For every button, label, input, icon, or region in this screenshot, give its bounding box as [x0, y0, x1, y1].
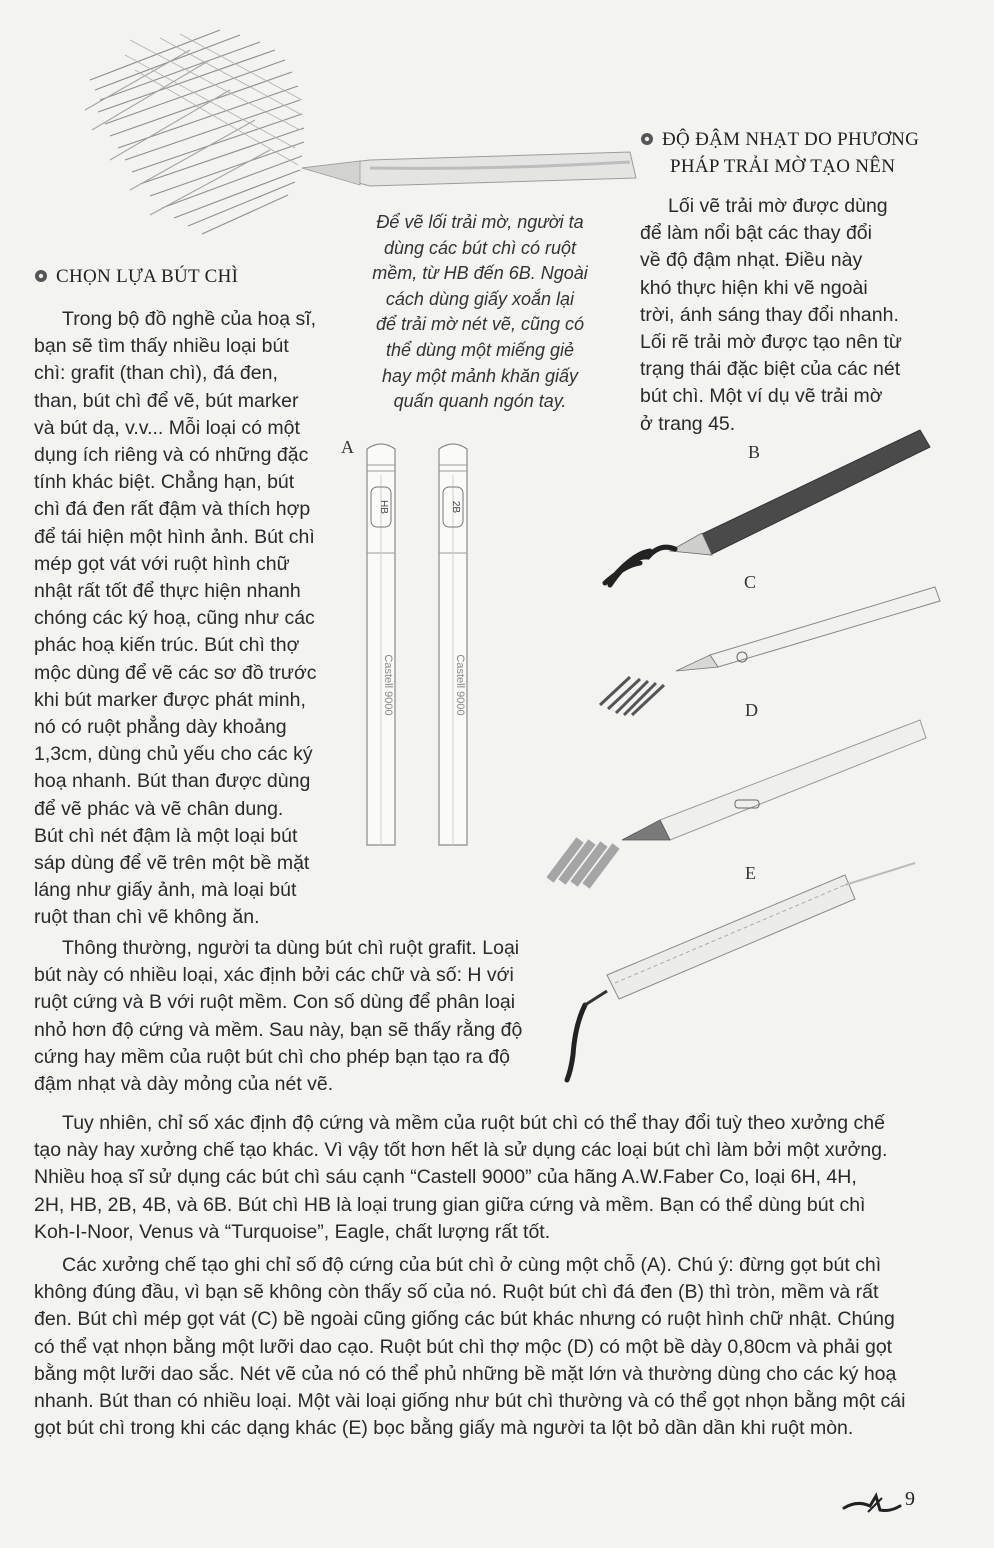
- right-column-paragraph: [640, 193, 940, 438]
- caption-line: thể dùng một miếng giẻ: [385, 339, 575, 360]
- text-line: trạng thái đặc biệt của các nét: [640, 358, 901, 381]
- text-line: nó có ruột phẳng dày khoảng: [34, 716, 287, 739]
- text-line: sáp dùng để vẽ trên một bề mặt: [34, 852, 310, 875]
- text-line: bút này có nhiều loại, xác định bởi các chữ và số: H với: [34, 964, 514, 987]
- pencil-brand-text: Castell 9000: [382, 654, 394, 716]
- text-line: không đúng đầu, vì bạn sẽ không còn thấy số của nó. Ruột bút chì đá đen (B) thì tròn, mềm và rất: [34, 1281, 879, 1304]
- pencil-grade-2b: 2B: [450, 500, 461, 514]
- text-line: đậm nhạt và dày mỏng của nét vẽ.: [34, 1073, 334, 1096]
- bottom-paragraph-1: [34, 1110, 954, 1246]
- text-line: Tuy nhiên, chỉ số xác định độ cứng và mềm của ruột bút chì có thể thay đổi tuỳ theo xưởng chế: [62, 1112, 885, 1134]
- text-line: mộc dùng để vẽ các sơ đồ trước: [34, 661, 317, 684]
- figure-label-a: A: [341, 437, 354, 457]
- figure-label-c: C: [744, 572, 757, 592]
- text-line: chì: grafit (than chì), đá đen,: [34, 362, 278, 385]
- left-column-paragraph: [34, 306, 324, 932]
- text-line: để làm nổi bật các thay đổi: [640, 222, 872, 245]
- figure-label-b: B: [748, 442, 761, 462]
- text-line: ruột than chì vẽ không ăn.: [34, 906, 260, 929]
- text-line: ruột cứng và B với ruột mềm. Con số dùng để phân loại: [34, 991, 516, 1014]
- heading-line-2: PHÁP TRẢI MỜ TẠO NÊN: [670, 156, 896, 177]
- text-line: trời, ánh sáng thay đổi nhanh.: [640, 303, 899, 326]
- text-line: khi bút marker được phát minh,: [34, 688, 306, 711]
- caption-line: để trải mờ nét vẽ, cũng có: [376, 314, 584, 335]
- caption-line: dùng các bút chì có ruột: [383, 237, 577, 258]
- flower-bullet-icon: [34, 269, 48, 283]
- text-line: bằng một lưỡi dao sắc. Nét vẽ của nó có thể phủ những bề mặt lớn và thường dùng cho các ký hoạ: [34, 1362, 897, 1385]
- section-heading-blending: [640, 126, 919, 180]
- text-line: về độ đậm nhạt. Điều này: [640, 249, 863, 272]
- text-line: tạo này hay xưởng chế tạo khác. Vì vậy tốt hơn hết là sử dụng các loại bút chì làm bởi một xưởng.: [34, 1139, 888, 1162]
- text-line: cứng hay mềm của ruột bút chì cho phép bạn tạo ra độ: [34, 1045, 510, 1068]
- text-line: láng như giấy ảnh, mà loại bút: [34, 879, 297, 902]
- heading-text: CHỌN LỰA BÚT CHÌ: [56, 266, 239, 287]
- text-line: hoạ nhanh. Bút than được dùng: [34, 770, 311, 793]
- text-line: tính khác biệt. Chẳng hạn, bút: [34, 471, 295, 494]
- text-line: than, bút chì để vẽ, bút marker: [34, 389, 299, 412]
- text-line: mép gọt vát với ruột hình chữ: [34, 552, 290, 575]
- text-line: có thể vạt nhọn bằng một lưỡi dao cạo. Ruột bút chì thợ mộc (D) có một bề dày 0,80cm và phải gọt: [34, 1335, 893, 1358]
- page-ornament-icon: [842, 1488, 902, 1518]
- text-line: và bút dạ, v.v... Mỗi loại có một: [34, 416, 300, 439]
- text-line: Trong bộ đồ nghề của hoạ sĩ,: [62, 308, 317, 330]
- text-line: Koh-I-Noor, Venus và “Turquoise”, Eagle, chất lượng rất tốt.: [34, 1220, 551, 1243]
- text-line: Lối rẽ trải mờ được tạo nên từ: [640, 331, 902, 354]
- caption-line: mềm, từ HB đến 6B. Ngoài: [372, 263, 588, 284]
- figure-caption: [360, 210, 600, 415]
- text-line: dụng ích riêng và có những đặc: [34, 444, 309, 467]
- section-heading-pencil-choice: [34, 266, 238, 288]
- text-line: để tái hiện một hình ảnh. Bút chì: [34, 525, 315, 548]
- pencil-e-illustration: [545, 855, 945, 1085]
- text-line: bạn sẽ tìm thấy nhiều loại bút: [34, 335, 289, 358]
- heading-line-1: ĐỘ ĐẬM NHẠT DO PHƯƠNG: [662, 129, 920, 150]
- text-line: Các xưởng chế tạo ghi chỉ số độ cứng của bút chì ở cùng một chỗ (A). Chú ý: đừng gọt bút chì: [62, 1254, 882, 1276]
- text-line: Thông thường, người ta dùng bút chì ruột grafit. Loại: [62, 937, 520, 959]
- text-line: 2H, HB, 2B, 4B, và 6B. Bút chì HB là loại trung gian giữa cứng và mềm. Bạn có thể dùng bút chì: [34, 1193, 866, 1216]
- text-line: Lối vẽ trải mờ được dùng: [668, 195, 888, 217]
- page-number: 9: [905, 1488, 915, 1510]
- text-line: nhanh. Bút than có nhiều loại. Một vài loại giống như bút chì thường và có thể gọt nhọn bằng một cái: [34, 1390, 906, 1413]
- text-line: ở trang 45.: [640, 412, 736, 435]
- bottom-paragraph-2: [34, 1252, 954, 1442]
- text-line: đen. Bút chì mép gọt vát (C) bề ngoài cũng giống các bút khác nhưng có ruột hình chữ nhật. Chúng: [34, 1308, 895, 1331]
- text-line: 1,3cm, dùng chủ yếu cho các ký: [34, 743, 313, 766]
- figure-label-e: E: [745, 863, 756, 883]
- text-line: để vẽ phác và vẽ chân dung.: [34, 797, 284, 820]
- caption-line: quấn quanh ngón tay.: [393, 391, 567, 412]
- flower-bullet-icon: [640, 132, 654, 146]
- text-line: chì đá đen rất đậm và thích hợp: [34, 498, 311, 521]
- pencil-brand-text: Castell 9000: [454, 654, 466, 716]
- caption-line: hay một mảnh khăn giấy: [381, 365, 579, 386]
- text-line: nhỏ hơn độ cứng và mềm. Sau này, bạn sẽ thấy rằng độ: [34, 1018, 523, 1041]
- pencil-grade-hb: HB: [378, 500, 389, 514]
- text-line: bút chì. Một ví dụ vẽ trải mờ: [640, 385, 883, 408]
- text-line: nhật rất tốt để thực hiện nhanh: [34, 580, 301, 603]
- middle-paragraph: [34, 935, 554, 1098]
- text-line: Nhiều hoạ sĩ sử dụng các bút chì sáu cạnh “Castell 9000” của hãng A.W.Faber Co, loại 6H, 4H,: [34, 1166, 857, 1189]
- text-line: Bút chì nét đậm là một loại bút: [34, 824, 298, 847]
- text-line: phác hoạ kiến trúc. Bút chì thợ: [34, 634, 300, 657]
- caption-line: Để vẽ lối trải mờ, người ta: [376, 212, 584, 232]
- pencil-b-illustration: [590, 425, 950, 595]
- text-line: gọt bút chì trong khi các dạng khác (E) bọc bằng giấy mà người ta lột bỏ dần dần khi ruột mòn.: [34, 1417, 854, 1440]
- figure-label-d: D: [745, 700, 758, 720]
- text-line: khó thực hiện khi vẽ ngoài: [640, 276, 868, 299]
- text-line: chóng các ký hoạ, cũng như các: [34, 607, 315, 630]
- pencils-figure-a: [355, 435, 495, 855]
- caption-line: cách dùng giấy xoắn lại: [385, 288, 575, 309]
